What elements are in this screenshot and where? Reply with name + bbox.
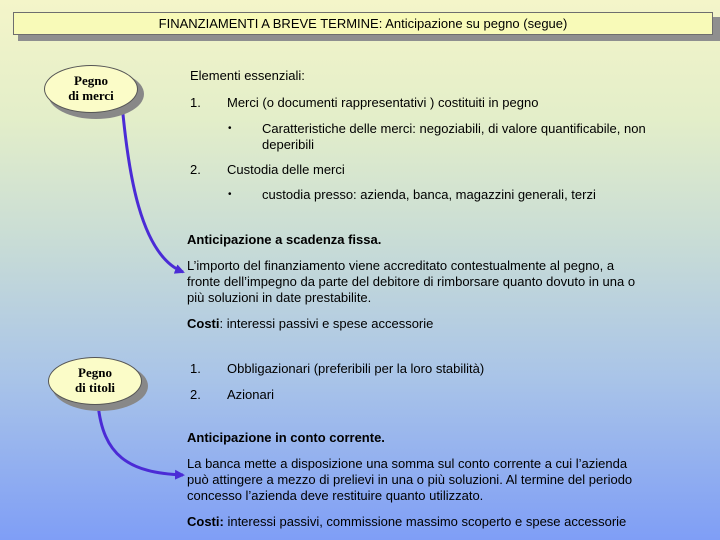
merci-item-2-text: Custodia delle merci (227, 162, 345, 177)
merci-item-1-sub-line1: Caratteristiche delle merci: negoziabili, di valore quantificabile, non (262, 121, 646, 136)
anticipazione-fissa-line2: fronte dell’impegno da parte del debitore di rimborsare quanto dovuto in una o (187, 274, 636, 289)
costi-titoli (187, 514, 626, 530)
merci-item-2-sub-line1: custodia presso: azienda, banca, magazzini generali, terzi (262, 187, 596, 202)
anticipazione-fissa-line1: L’importo del finanziamento viene accreditato contestualmente al pegno, a (187, 258, 615, 273)
arrow-merci (122, 104, 183, 272)
merci-item-1-number: 1. (190, 95, 201, 110)
anticipazione-conto-title: Anticipazione in conto corrente. (187, 430, 385, 445)
anticipazione-fissa-title: Anticipazione a scadenza fissa. (187, 232, 382, 247)
costi-merci-label: Costi (187, 316, 220, 331)
costi-merci-text: : interessi passivi e spese accessorie (219, 316, 434, 331)
pegno-merci-oval (44, 65, 138, 113)
merci-item-2-number: 2. (190, 162, 201, 177)
merci-item-1-bullet: • (228, 123, 232, 134)
titoli-item-2-number: 2. (190, 387, 201, 402)
anticipazione-fissa-line3: più soluzioni in date prestabilite. (187, 290, 372, 305)
merci-item-2-bullet: • (228, 189, 232, 200)
costi-titoli-label: Costi: (187, 514, 224, 529)
titoli-item-2-text: Azionari (227, 387, 274, 402)
pegno-merci-label-line1: Pegno (74, 73, 108, 88)
costi-titoli-text: interessi passivi, commissione massimo scoperto e spese accessorie (223, 514, 627, 529)
anticipazione-conto-line2: può attingere a mezzo di prelievi in una o più soluzioni. Al termine del periodo (187, 472, 633, 487)
elementi-heading: Elementi essenziali: (190, 68, 305, 83)
slide-title: FINANZIAMENTI A BREVE TERMINE: Anticipazione su pegno (segue) (13, 12, 713, 35)
pegno-titoli-oval (48, 357, 142, 405)
pegno-titoli-label-line2: di titoli (74, 380, 116, 395)
pegno-merci-label-line2: di merci (68, 88, 114, 103)
costi-merci (187, 316, 433, 332)
anticipazione-conto-line1: La banca mette a disposizione una somma sul conto corrente a cui l’azienda (187, 456, 628, 471)
merci-item-1-text: Merci (o documenti rappresentativi ) costituiti in pegno (227, 95, 539, 110)
pegno-titoli-label-line1: Pegno (78, 365, 112, 380)
anticipazione-conto-line3: concesso l’azienda deve restituire quanto utilizzato. (187, 488, 484, 503)
titoli-item-1-number: 1. (190, 361, 201, 376)
merci-item-1-sub-line2: deperibili (262, 137, 315, 152)
titoli-item-1-text: Obbligazionari (preferibili per la loro stabilità) (227, 361, 485, 376)
arrow-titoli (98, 404, 183, 475)
